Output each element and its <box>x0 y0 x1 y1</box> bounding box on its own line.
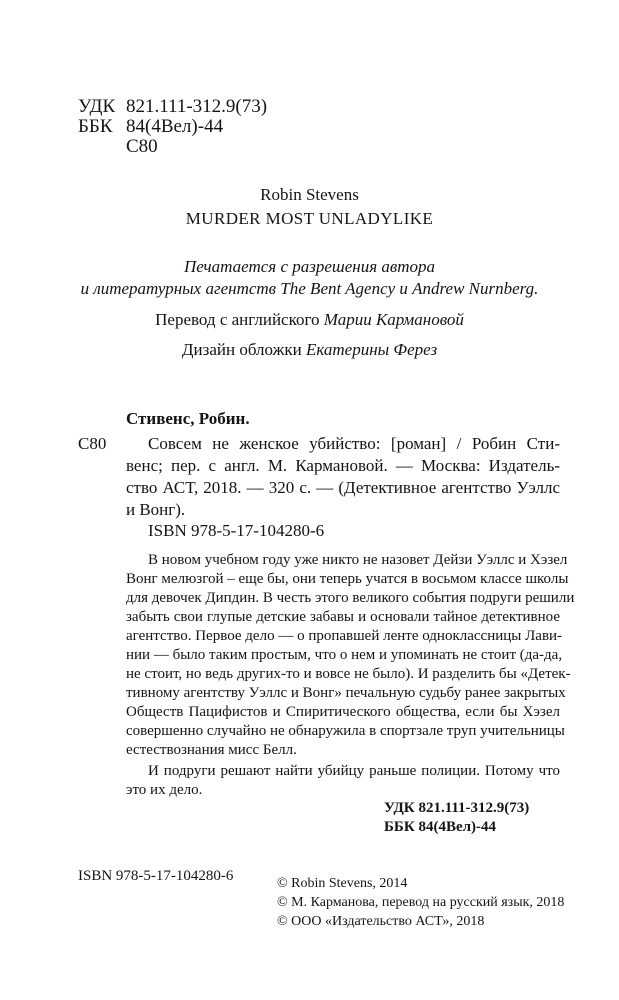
permission-line-1: Печатается с разрешения автора <box>183 257 436 276</box>
annotation-line: не стоит, но ведь других-то и вовсе не было). И разделить бы «Детек- <box>126 666 571 682</box>
bbk-bottom: ББК 84(4Вел)-44 <box>384 819 497 835</box>
translation-prefix: Перевод с английского <box>155 310 320 329</box>
annotation-line: В новом учебном году уже никто не назовет Дейзи Уэллс и Хэзел <box>148 552 568 568</box>
footer-isbn: ISBN 978-5-17-104280-6 <box>78 868 234 884</box>
bbk-value: 84(4Вел)-44 <box>126 116 224 137</box>
design-prefix: Дизайн обложки <box>181 340 302 359</box>
annotation-line: это их дело. <box>126 782 203 798</box>
udk-value: 821.111-312.9(73) <box>126 96 268 117</box>
catalog-mark: С80 <box>78 434 107 453</box>
copyright-line: © М. Карманова, перевод на русский язык, 2018 <box>277 895 565 910</box>
annotation-line: нии — было таким простым, что о нем и упоминать не стоит (да-да, <box>126 647 563 663</box>
translator-name: Марии Кармановой <box>323 310 464 329</box>
udk-label: УДК <box>78 96 116 117</box>
annotation-line: агентство. Первое дело — о пропавшей ленте одноклассницы Лави- <box>126 628 563 644</box>
original-title: MURDER MOST UNLADYLIKE <box>185 209 434 228</box>
catalog-line-3: ство АСТ, 2018. — 320 с. — (Детективное агентство Уэллс <box>126 478 560 497</box>
original-author: Robin Stevens <box>260 185 359 204</box>
bbk-label: ББК <box>78 116 113 137</box>
catalog-heading: Стивенс, Робин. <box>126 409 250 428</box>
designer-name: Екатерины Ферез <box>305 340 438 359</box>
catalog-isbn: ISBN 978-5-17-104280-6 <box>148 521 325 540</box>
catalog-line-4: и Вонг). <box>126 500 186 519</box>
catalog-line-2: венс; пер. с англ. М. Кармановой. — Москва: Издатель- <box>126 456 560 475</box>
copyright-line: © Robin Stevens, 2014 <box>277 876 408 891</box>
bbk-line-top <box>78 116 223 137</box>
permission-line-2: и литературных агентств The Bent Agency и Andrew Nurnberg. <box>80 279 539 298</box>
author-mark-top: С80 <box>126 136 158 157</box>
annotation-line: Обществ Пацифистов и Спиритического общества, если бы Хэзел <box>126 704 560 720</box>
copyright-line: © ООО «Издательство АСТ», 2018 <box>277 914 485 929</box>
translation-credit <box>0 309 619 330</box>
annotation-line: совершенно случайно не обнаружила в спортзале труп учительницы <box>126 723 565 739</box>
annotation-line: И подруги решают найти убийцу раньше полиции. Потому что <box>148 763 560 779</box>
annotation-line: тивному агентству Уэллс и Вонг» печальную судьбу ранее закрытых <box>126 685 566 701</box>
catalog-line-1: Совсем не женское убийство: [роман] / Робин Сти- <box>148 434 560 453</box>
udk-bottom: УДК 821.111-312.9(73) <box>384 800 530 816</box>
udk-line-top <box>78 96 267 117</box>
annotation-line: забыть свои глупые детские забавы и основали тайное детективное <box>126 609 560 625</box>
annotation-line: Вонг мелюзгой – еще бы, они теперь учатся в восьмом классе школы <box>126 571 569 587</box>
annotation-line: для девочек Дипдин. В честь этого великого события подруги решили <box>126 590 575 606</box>
design-credit <box>0 339 619 360</box>
annotation-line: естествознания мисс Белл. <box>126 742 297 758</box>
